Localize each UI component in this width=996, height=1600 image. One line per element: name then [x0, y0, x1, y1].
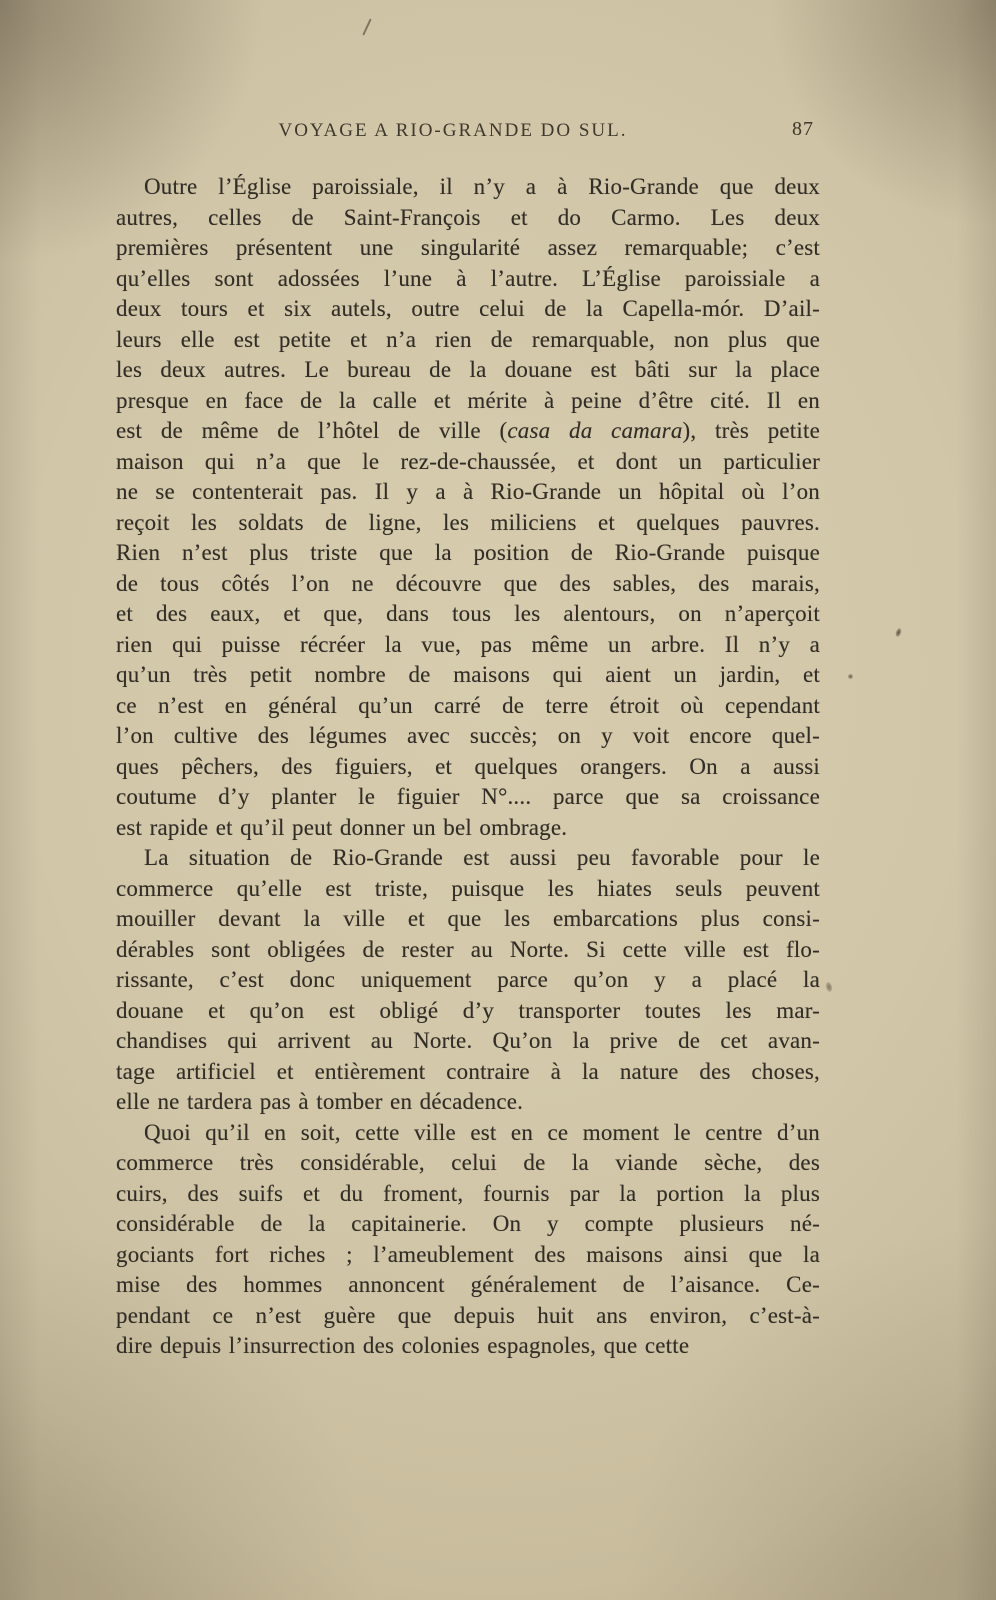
text-line: maison qui n’a que le rez-de-chaussée, et dont un particulier — [116, 448, 820, 474]
paragraph — [116, 1118, 820, 1362]
paragraph — [116, 843, 820, 1118]
paragraph — [116, 172, 820, 843]
text-line: Outre l’Église paroissiale, il n’y a à Rio-Grande que deux — [144, 174, 820, 199]
text-line: presque en face de la calle et mérite à peine d’être cité. Il en — [116, 387, 820, 413]
text-line: gociants fort riches ; l’ameublement des maisons ainsi que la — [116, 1241, 820, 1267]
text-line: Rien n’est plus triste que la position de Rio-Grande puisque — [116, 540, 820, 565]
pen-mark — [362, 18, 371, 35]
text-line: de tous côtés l’on ne découvre que des sables, des marais, — [116, 570, 820, 596]
text-line: l’on cultive des légumes avec succès; on y voit encore quel- — [116, 723, 820, 748]
text-line: douane et qu’on est obligé d’y transporter toutes les mar- — [116, 997, 820, 1023]
text-line: La situation de Rio-Grande est aussi peu favorable pour le — [144, 845, 820, 870]
text-line: pendant ce n’est guère que depuis huit ans environ, c’est-à- — [116, 1302, 820, 1328]
text-line: reçoit les soldats de ligne, les miliciens et quelques pauvres. — [116, 509, 820, 535]
page-body — [116, 172, 820, 1362]
text-line: considérable de la capitainerie. On y compte plusieurs né- — [116, 1211, 820, 1236]
page-number: 87 — [792, 118, 814, 140]
text-line: chandises qui arrivent au Norte. Qu’on la prive de cet avan- — [116, 1028, 820, 1053]
text-line: Quoi qu’il en soit, cette ville est en ce moment le centre d’un — [144, 1119, 820, 1145]
text-line: dérables sont obligées de rester au Norte. Si cette ville est flo- — [116, 936, 820, 962]
text-line: et des eaux, et que, dans tous les alentours, on n’aperçoit — [116, 601, 820, 626]
text-line: commerce très considérable, celui de la viande sèche, des — [116, 1150, 820, 1175]
paper-speck — [825, 981, 833, 992]
running-header-title: VOYAGE A RIO-GRANDE DO SUL. — [278, 120, 628, 141]
text-line: coutume d’y planter le figuier N°.... parce que sa croissance — [116, 784, 820, 809]
text-line: elle ne tardera pas à tomber en décadence. — [116, 1089, 524, 1114]
text-line: deux tours et six autels, outre celui de la Capella-mór. D’ail- — [116, 296, 820, 321]
text-line: est rapide et qu’il peut donner un bel ombrage. — [116, 814, 568, 840]
text-line: mouiller devant la ville et que les embarcations plus consi- — [116, 906, 820, 931]
text-line: est de même de l’hôtel de ville (casa da camara), très petite — [116, 418, 820, 443]
text-line: autres, celles de Saint-François et do Carmo. Les deux — [116, 204, 820, 230]
text-line: rien qui puisse récréer la vue, pas même un arbre. Il n’y a — [116, 631, 820, 657]
text-line: dire depuis l’insurrection des colonies espagnoles, que cette — [116, 1333, 690, 1358]
text-line: les deux autres. Le bureau de la douane est bâti sur la place — [116, 357, 820, 382]
text-line: qu’un très petit nombre de maisons qui aient un jardin, et — [116, 662, 820, 687]
paper-speck — [895, 627, 903, 637]
running-header — [116, 120, 820, 172]
text-line: ques pêchers, des figuiers, et quelques orangers. On a aussi — [116, 753, 820, 779]
paper-speck — [848, 674, 853, 679]
text-line: rissante, c’est donc uniquement parce qu’on y a placé la — [116, 967, 820, 992]
text-line: premières présentent une singularité assez remarquable; c’est — [116, 235, 820, 260]
text-line: leurs elle est petite et n’a rien de remarquable, non plus que — [116, 326, 820, 352]
text-line: tage artificiel et entièrement contraire à la nature des choses, — [116, 1058, 820, 1084]
text-line: ce n’est en général qu’un carré de terre étroit où cependant — [116, 692, 820, 718]
text-line: commerce qu’elle est triste, puisque les hiates seuls peuvent — [116, 875, 820, 901]
text-line: qu’elles sont adossées l’une à l’autre. L’Église paroissiale a — [116, 265, 820, 291]
text-line: mise des hommes annoncent généralement de l’aisance. Ce- — [116, 1272, 820, 1297]
text-line: ne se contenterait pas. Il y a à Rio-Grande un hôpital où l’on — [116, 479, 820, 504]
text-block — [116, 120, 820, 1362]
text-line: cuirs, des suifs et du froment, fournis par la portion la plus — [116, 1180, 820, 1206]
